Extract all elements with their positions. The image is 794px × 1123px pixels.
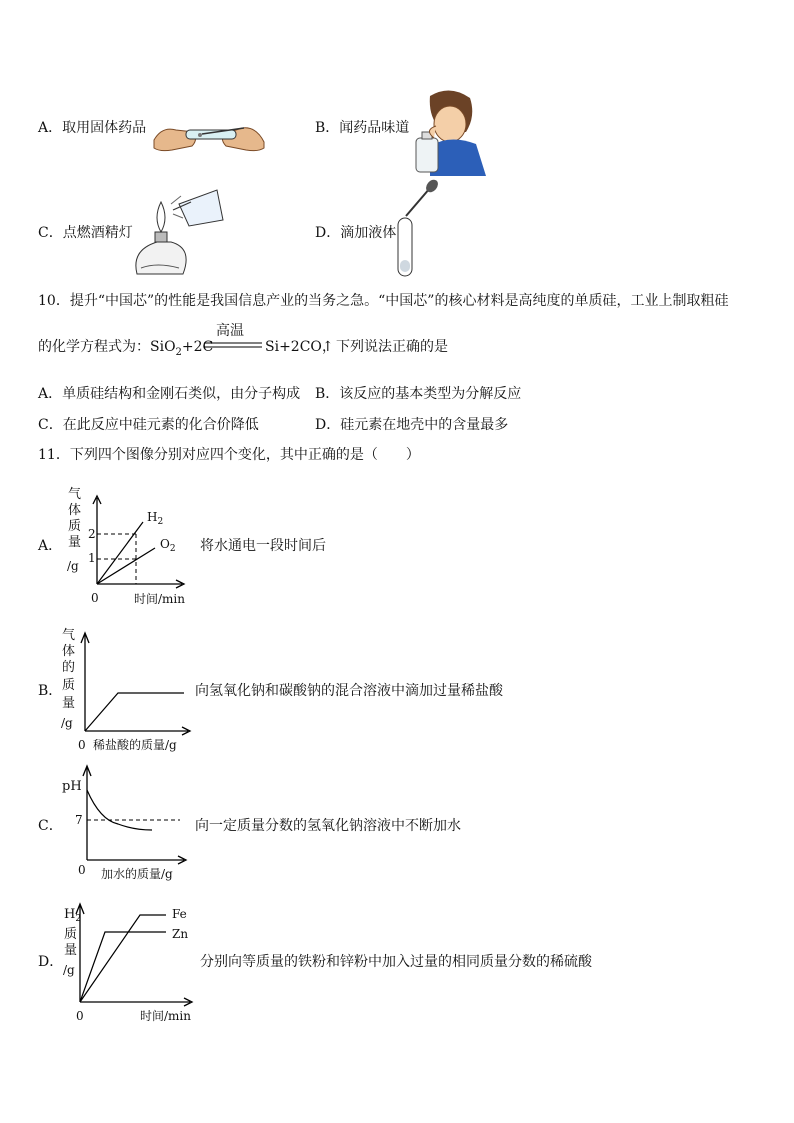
q11-a-series-h2 <box>97 522 143 584</box>
test-tube-hands-icon <box>152 112 266 158</box>
q10-option-b: B．该反应的基本类型为分解反应 <box>315 386 522 402</box>
q11-b-ylabel-0: 气 <box>62 628 76 643</box>
q10-equation <box>38 338 213 362</box>
q11-c-ylabel: pH <box>62 779 82 794</box>
q10-option-d: D．硅元素在地壳中的含量最多 <box>315 417 509 433</box>
q11-d-series-zn <box>80 932 166 1002</box>
dropper-test-tube-icon <box>392 178 442 282</box>
q11-a-label-o-sub: 2 <box>169 544 176 554</box>
q11-b-graph <box>58 625 198 757</box>
q11-d-letter: D． <box>38 954 64 970</box>
q11-a-label-h: H <box>147 510 158 524</box>
q11-d-origin: 0 <box>76 1009 84 1023</box>
svg-text:O2 <box>160 537 176 554</box>
svg-text:H2 <box>147 510 163 527</box>
q11-b-ylabel-3: 质 <box>62 678 76 693</box>
q11-b-ylabel-5: /g <box>61 716 73 730</box>
q11-a-graph <box>60 484 200 610</box>
svg-text:H2 <box>64 907 81 924</box>
q11-d-ylabel-0: 质 <box>64 927 78 942</box>
q11-c-origin: 0 <box>78 863 86 877</box>
q10-option-c: C．在此反应中硅元素的化合价降低 <box>38 417 259 433</box>
q9-option-d: D．滴加液体 <box>315 225 397 241</box>
q10-condition: 高温 <box>216 323 244 339</box>
q11-d-ylabel-1: 量 <box>64 943 78 958</box>
q10-stem-suffix: ，下列说法正确的是 <box>322 339 448 355</box>
q11-b-series <box>85 693 184 731</box>
q11-a-letter: A． <box>38 538 63 554</box>
q11-c-desc: 向一定质量分数的氢氧化钠溶液中不断加水 <box>195 818 461 834</box>
q11-c-xlabel: 加水的质量/g <box>101 867 173 881</box>
q11-b-ylabel-1: 体 <box>62 644 76 659</box>
q10-stem-prefix: 的化学方程式为：SiO <box>38 339 176 355</box>
q11-c-series <box>87 790 152 830</box>
q11-a-series-o2 <box>97 548 155 584</box>
q11-d-label-zn: Zn <box>172 927 189 941</box>
q9-option-b: B．闻药品味道 <box>315 120 410 136</box>
q11-a-label-o: O <box>160 537 170 551</box>
q11-a-ylabel-1: 体 <box>68 503 82 518</box>
q11-a-ylabel-0: 气 <box>68 487 82 502</box>
q11-a-tick-2: 2 <box>88 527 96 541</box>
q11-d-ylabel-sub: 2 <box>75 914 82 924</box>
q11-b-origin: 0 <box>78 738 86 752</box>
q11-c-graph <box>58 762 198 886</box>
q11-d-label-fe: Fe <box>172 907 187 921</box>
q11-d-graph <box>58 898 203 1028</box>
q11-b-ylabel-4: 量 <box>62 696 76 711</box>
q10-reactant-tail: +2C <box>181 339 214 355</box>
q10-stem-line1: 10．提升“中国芯”的性能是我国信息产业的当务之急。“中国芯”的核心材料是高纯度的单质硅，工业上制取粗硅 <box>38 293 729 309</box>
q11-c-tick-7: 7 <box>75 813 83 827</box>
q11-b-ylabel-2: 的 <box>62 660 76 675</box>
q11-stem: 11．下列四个图像分别对应四个变化，其中正确的是（ ） <box>38 447 420 463</box>
q11-d-ylabel-2: /g <box>63 963 75 977</box>
q11-a-xlabel: 时间/min <box>134 592 185 606</box>
q11-a-desc: 将水通电一段时间后 <box>200 538 326 554</box>
q11-a-label-h-sub: 2 <box>157 517 164 527</box>
q11-a-ylabel-4: /g <box>67 559 79 573</box>
q10-product: Si+2CO↑ <box>265 339 334 355</box>
alcohol-lamp-lighting-icon <box>127 184 227 280</box>
q11-d-ylabel-h: H <box>64 907 76 922</box>
q11-b-xlabel: 稀盐酸的质量/g <box>93 738 177 752</box>
q11-a-ylabel-2: 质 <box>68 519 82 534</box>
q11-a-ylabel-3: 量 <box>68 535 82 550</box>
q10-sub2: 2 <box>175 346 182 358</box>
q11-d-xlabel: 时间/min <box>140 1009 191 1023</box>
q11-b-letter: B． <box>38 683 63 699</box>
q11-b-desc: 向氢氧化钠和碳酸钠的混合溶液中滴加过量稀盐酸 <box>195 683 503 699</box>
equals-double-line <box>204 341 262 349</box>
q11-a-origin: 0 <box>91 591 99 605</box>
q9-option-c: C．点燃酒精灯 <box>38 225 133 241</box>
q10-option-a: A．单质硅结构和金刚石类似，由分子构成 <box>38 386 301 402</box>
q11-c-letter: C． <box>38 818 63 834</box>
q11-d-series-fe <box>80 915 166 1002</box>
q11-a-tick-1: 1 <box>88 551 96 565</box>
q9-option-a: A．取用固体药品 <box>38 120 147 136</box>
q11-d-desc: 分别向等质量的铁粉和锌粉中加入过量的相同质量分数的稀硫酸 <box>200 954 592 970</box>
child-smelling-bottle-icon <box>410 86 490 176</box>
